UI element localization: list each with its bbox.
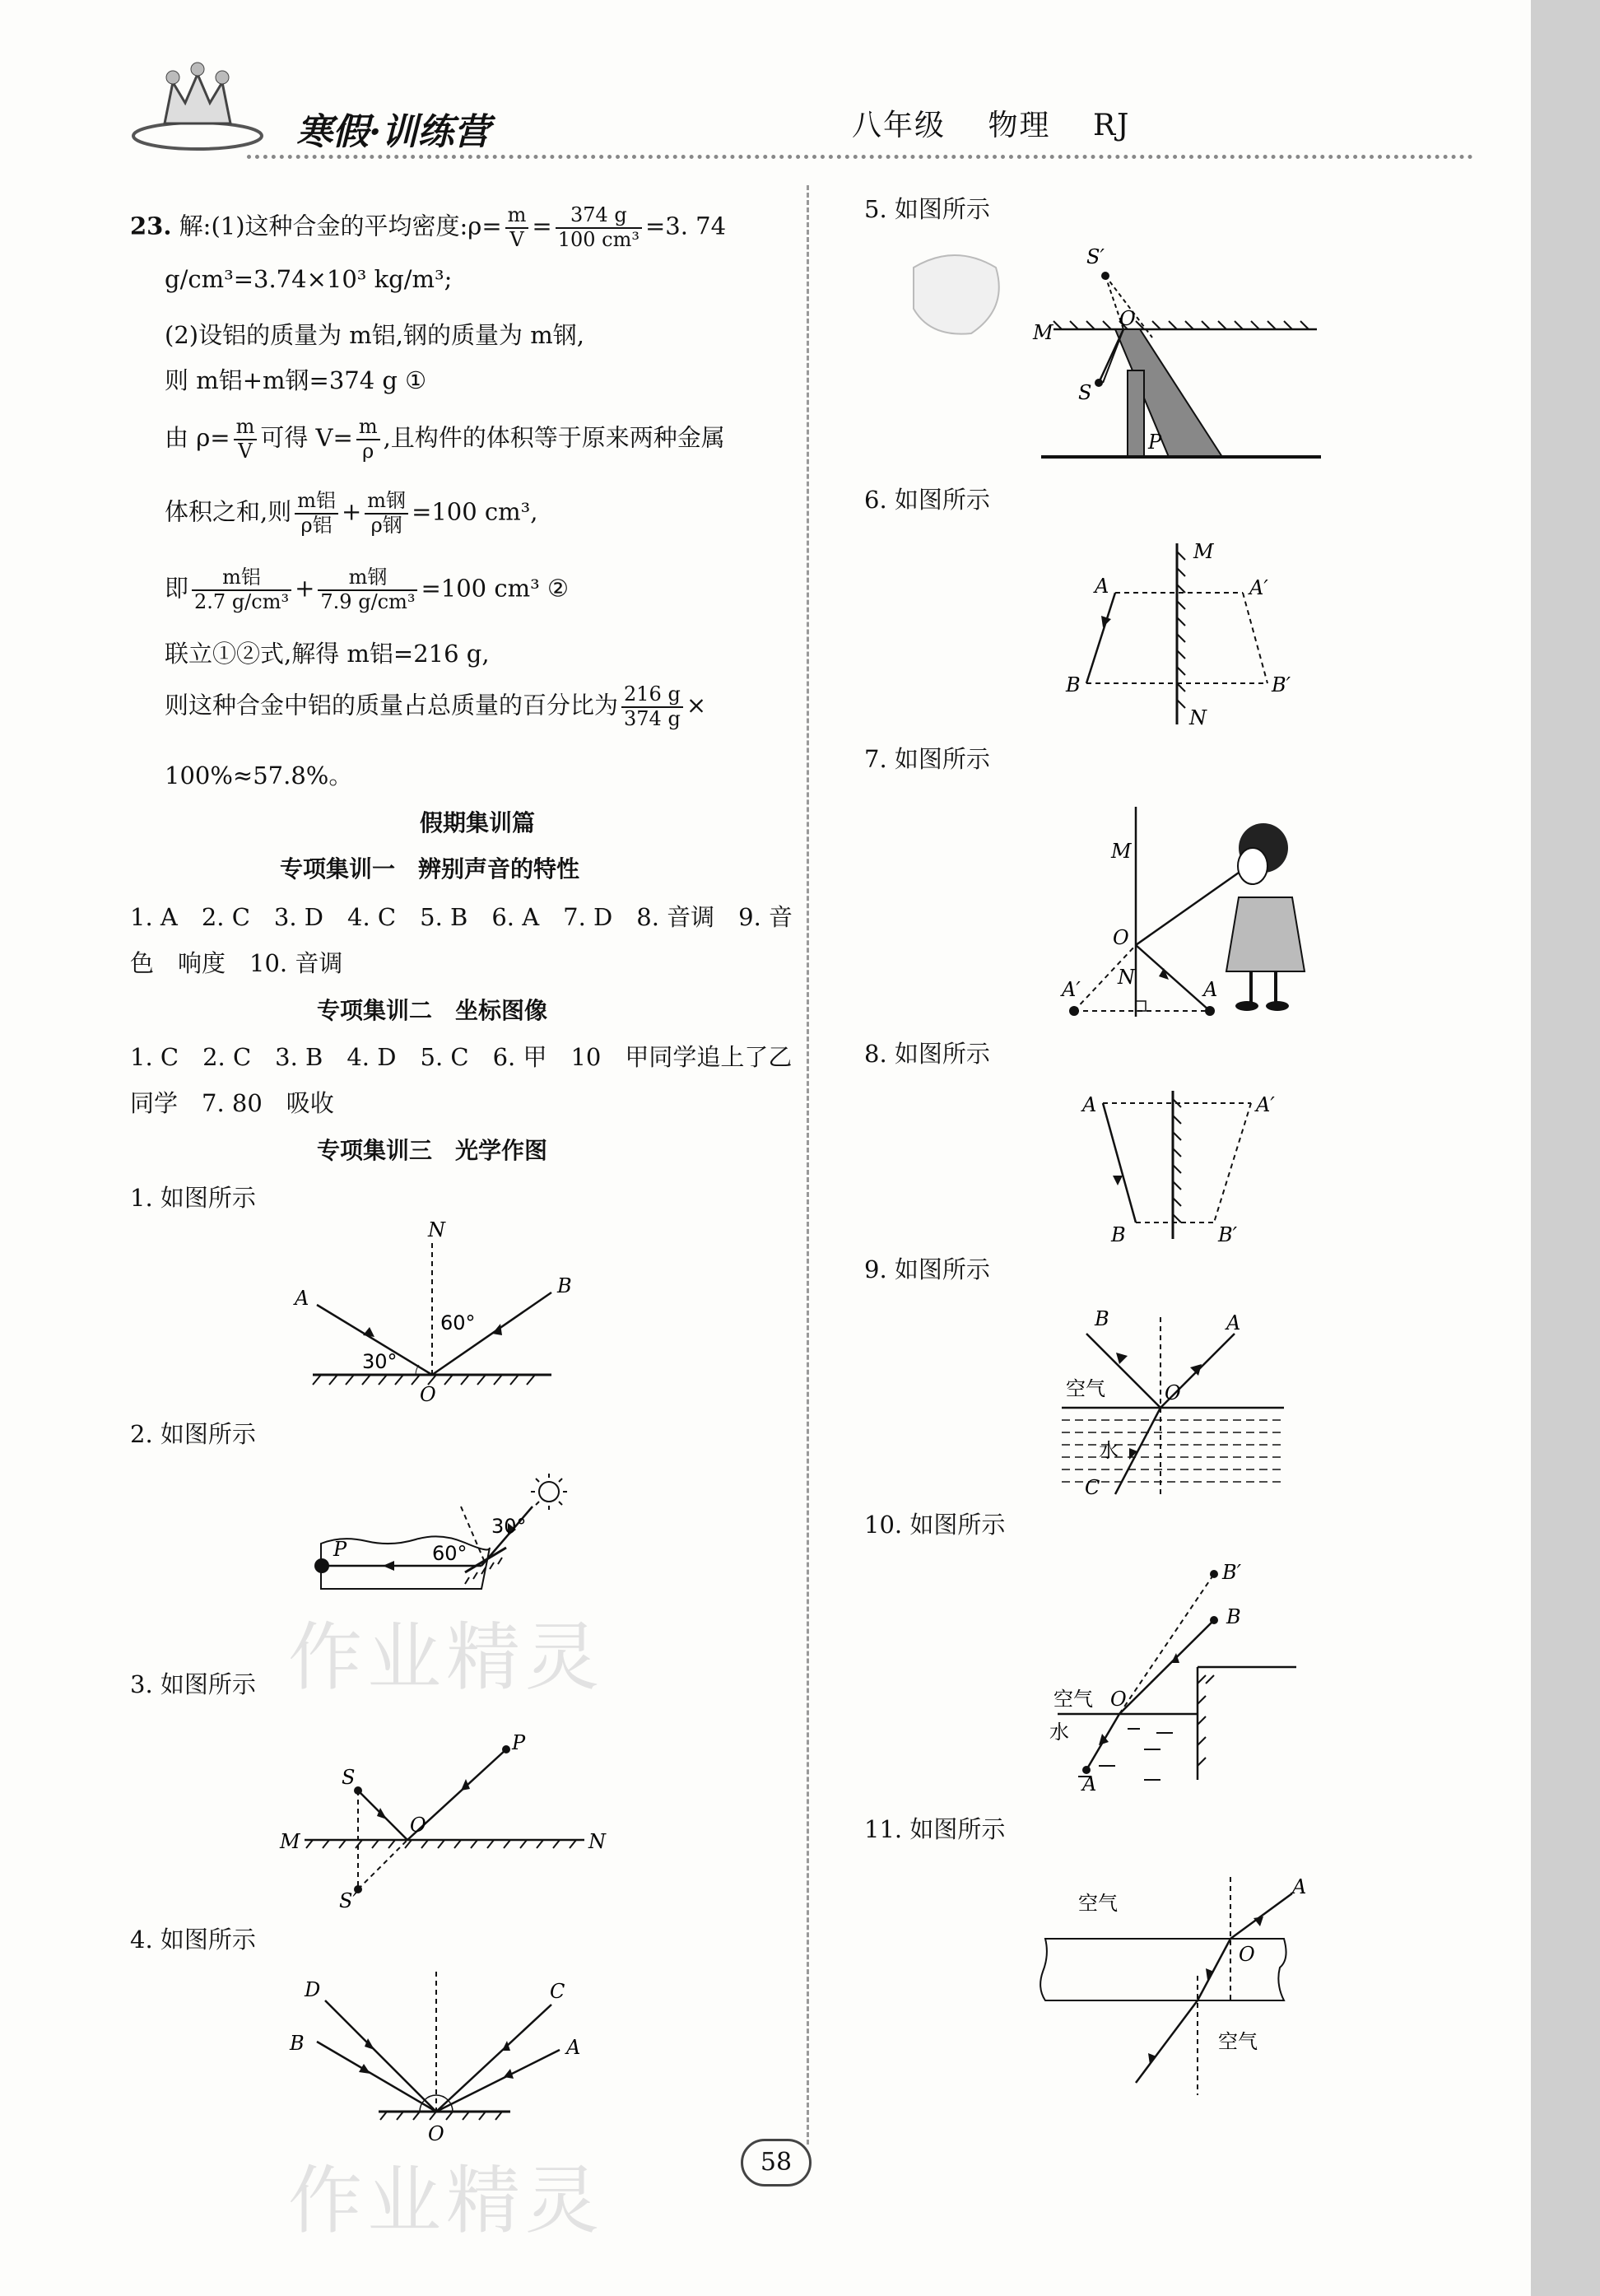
- label-O: O: [1239, 1943, 1255, 1966]
- label-O: O: [1119, 307, 1136, 330]
- fraction: $\frac{m}{V}$: [505, 204, 529, 251]
- label-N: N: [428, 1218, 445, 1241]
- label-O: O: [410, 1814, 426, 1837]
- watermark: 作业精灵: [288, 1614, 604, 1701]
- item-label: 7. 如图所示: [864, 745, 990, 773]
- label-C: C: [1085, 1476, 1100, 1499]
- book-info: [852, 102, 1161, 144]
- figure-11-glass-slab: [1033, 1869, 1313, 2099]
- q23-line7: 即 $\frac{\text{m铝}}{\text{2.7 g/cm³}}$ + $\frac{\text{m钢}}{\text{7.9 g/cm³}}$ =100 cm³ ②: [165, 566, 569, 613]
- angle-60: 60°: [432, 1542, 467, 1565]
- figure-9-refraction: [1062, 1305, 1300, 1502]
- series-title: 寒假·训练营: [296, 111, 491, 153]
- q23-line5: 由 ρ= $\frac{m}{V}$ 可得 V= $\frac{m}{\rho}$ ,且构件的体积等于原来两种金属: [165, 415, 725, 463]
- label-B: B: [1095, 1307, 1109, 1330]
- label-P: P: [1148, 431, 1162, 454]
- section1-answers-1: 1. A 2. C 3. D 4. C 5. B 6. A 7. D 8. 音调 9. 音: [130, 903, 793, 931]
- section1-title: 专项集训一 辨别声音的特性: [280, 855, 580, 883]
- label-O: O: [1113, 926, 1129, 949]
- label-B: B: [557, 1274, 572, 1297]
- figure-4-two-reflections: [288, 1972, 601, 2153]
- section3-title: 专项集训三 光学作图: [317, 1137, 548, 1164]
- item-label: 2. 如图所示: [130, 1420, 256, 1448]
- label-A: A: [1095, 575, 1109, 598]
- label-O: O: [428, 2122, 444, 2145]
- label-B-prime: B′: [1222, 1561, 1242, 1584]
- item-label: 5. 如图所示: [864, 195, 990, 223]
- trophy-logo-icon: [123, 58, 272, 156]
- label-A: A: [1203, 978, 1218, 1001]
- label-B: B: [1111, 1223, 1126, 1246]
- label-A: A: [566, 2036, 581, 2059]
- label-air-top: 空气: [1078, 1892, 1118, 1915]
- label-A: A: [1082, 1772, 1097, 1795]
- label-N: N: [1189, 706, 1207, 729]
- label-M: M: [1193, 540, 1214, 563]
- figure-3-mirror-image: [280, 1716, 609, 1914]
- item-label: 1. 如图所示: [130, 1184, 256, 1212]
- q23-line9: 则这种合金中铝的质量占总质量的百分比为 $\frac{216 g}{374 g}$ ×: [165, 682, 707, 730]
- item-label: 11. 如图所示: [864, 1815, 1006, 1843]
- q23-number: 23.: [130, 212, 172, 240]
- item-label: 9. 如图所示: [864, 1255, 990, 1283]
- q23-line3: (2)设铝的质量为 m铝,钢的质量为 m钢,: [165, 321, 584, 349]
- label-air-bottom: 空气: [1218, 2030, 1258, 2053]
- item-label: 4. 如图所示: [130, 1926, 256, 1954]
- label-B-prime: B′: [1218, 1223, 1238, 1246]
- edition-label: RJ: [1092, 109, 1131, 142]
- section2-answers-2: 同学 7. 80 吸收: [130, 1089, 334, 1117]
- label-water: 水: [1099, 1439, 1119, 1462]
- label-A-prime: A′: [1249, 576, 1268, 599]
- label-N: N: [1118, 966, 1135, 989]
- label-P: P: [333, 1538, 347, 1561]
- item-label: 6. 如图所示: [864, 486, 990, 514]
- q23-line2: g/cm³=3.74×10³ kg/m³;: [165, 265, 453, 293]
- q23-text: =3. 74: [644, 212, 727, 240]
- item-label: 10. 如图所示: [864, 1511, 1006, 1539]
- section2-answers-1: 1. C 2. C 3. B 4. D 5. C 6. 甲 10 甲同学追上了乙: [130, 1043, 793, 1071]
- section2-title: 专项集训二 坐标图像: [317, 997, 548, 1024]
- page-header: [123, 58, 1473, 165]
- label-S: S: [1078, 381, 1092, 404]
- label-S-prime: S′: [1086, 245, 1105, 268]
- label-P: P: [512, 1731, 526, 1754]
- q23-line6: 体积之和,则 $\frac{\text{m铝}}{\text{ρ铝}}$ + $\frac{\text{m钢}}{\text{ρ钢}}$ =100 cm³,: [165, 489, 538, 537]
- fraction: $\frac{\text{m铝}}{\text{ρ铝}}$: [295, 490, 338, 537]
- figure-10-pool-refraction: [1049, 1561, 1313, 1795]
- angle-30: 30°: [491, 1515, 527, 1538]
- fraction: $\frac{\text{m铝}}{\text{2.7 g/cm³}}$: [192, 566, 291, 613]
- q23-text: 解:(1)这种合金的平均密度:ρ=: [179, 212, 502, 240]
- column-divider: [807, 185, 809, 2145]
- section1-answers-2: 色 响度 10. 音调: [130, 949, 343, 977]
- label-M: M: [280, 1830, 300, 1853]
- label-A: A: [1082, 1093, 1097, 1116]
- figure-6-image-in-mirror: [1062, 535, 1317, 733]
- q23-line1: [130, 204, 726, 251]
- label-M: M: [1111, 840, 1132, 863]
- label-O: O: [1165, 1381, 1181, 1404]
- label-A: A: [1292, 1875, 1307, 1898]
- label-O: O: [420, 1383, 436, 1406]
- label-S-prime: S′: [339, 1889, 357, 1912]
- label-O: O: [1110, 1688, 1127, 1711]
- label-B-prime: B′: [1272, 673, 1291, 696]
- angle-60: 60°: [440, 1311, 476, 1334]
- item-label: 8. 如图所示: [864, 1040, 990, 1068]
- figure-5-mirror-wedge: [1033, 245, 1333, 469]
- figure-1-reflection: [295, 1218, 572, 1408]
- label-A-prime: A′: [1256, 1093, 1275, 1116]
- part-title: 假期集训篇: [420, 809, 536, 836]
- label-B: B: [1226, 1605, 1241, 1628]
- label-air: 空气: [1053, 1688, 1093, 1711]
- fraction: $\frac{216 g}{374 g}$: [621, 683, 683, 730]
- subject-label: 物理: [988, 109, 1051, 142]
- item-label: 3. 如图所示: [130, 1670, 256, 1698]
- label-water: 水: [1049, 1721, 1069, 1744]
- page-number: 58: [741, 2139, 812, 2187]
- figure-8-image-in-mirror: [1062, 1087, 1309, 1246]
- fraction: $\frac{m}{V}$: [234, 416, 258, 463]
- label-B: B: [1066, 673, 1081, 696]
- figure-7-girl-mirror: [1062, 790, 1317, 1021]
- label-M: M: [1033, 321, 1053, 344]
- q23-line10: 100%≈57.8%。: [165, 761, 353, 789]
- header-dotted-rule: [247, 155, 1473, 159]
- q23-line4: 则 m铝+m钢=374 g ①: [165, 366, 427, 394]
- equals: =: [532, 212, 552, 240]
- label-A-prime: A′: [1062, 978, 1081, 1001]
- watermark: 作业精灵: [288, 2158, 604, 2244]
- label-S: S: [342, 1766, 356, 1789]
- label-B: B: [290, 2032, 305, 2055]
- fraction: $\frac{\text{m钢}}{\text{7.9 g/cm³}}$: [318, 566, 417, 613]
- label-N: N: [588, 1830, 606, 1853]
- torn-page-edge: [1531, 0, 1600, 2296]
- label-C: C: [550, 1980, 565, 2003]
- q23-line8: 联立①②式,解得 m铝=216 g,: [165, 640, 490, 668]
- fraction: $\frac{m}{\rho}$: [356, 416, 380, 463]
- grade-label: 八年级: [852, 109, 947, 142]
- angle-30: 30°: [362, 1350, 398, 1373]
- label-A: A: [295, 1287, 309, 1310]
- stamp-badge-icon: [897, 243, 1012, 342]
- label-A: A: [1226, 1311, 1241, 1334]
- label-D: D: [305, 1978, 321, 2001]
- fraction: $\frac{374 g}{\text{100 cm³}}$: [556, 204, 642, 251]
- label-air: 空气: [1066, 1377, 1105, 1400]
- fraction: $\frac{\text{m钢}}{\text{ρ钢}}$: [365, 490, 408, 537]
